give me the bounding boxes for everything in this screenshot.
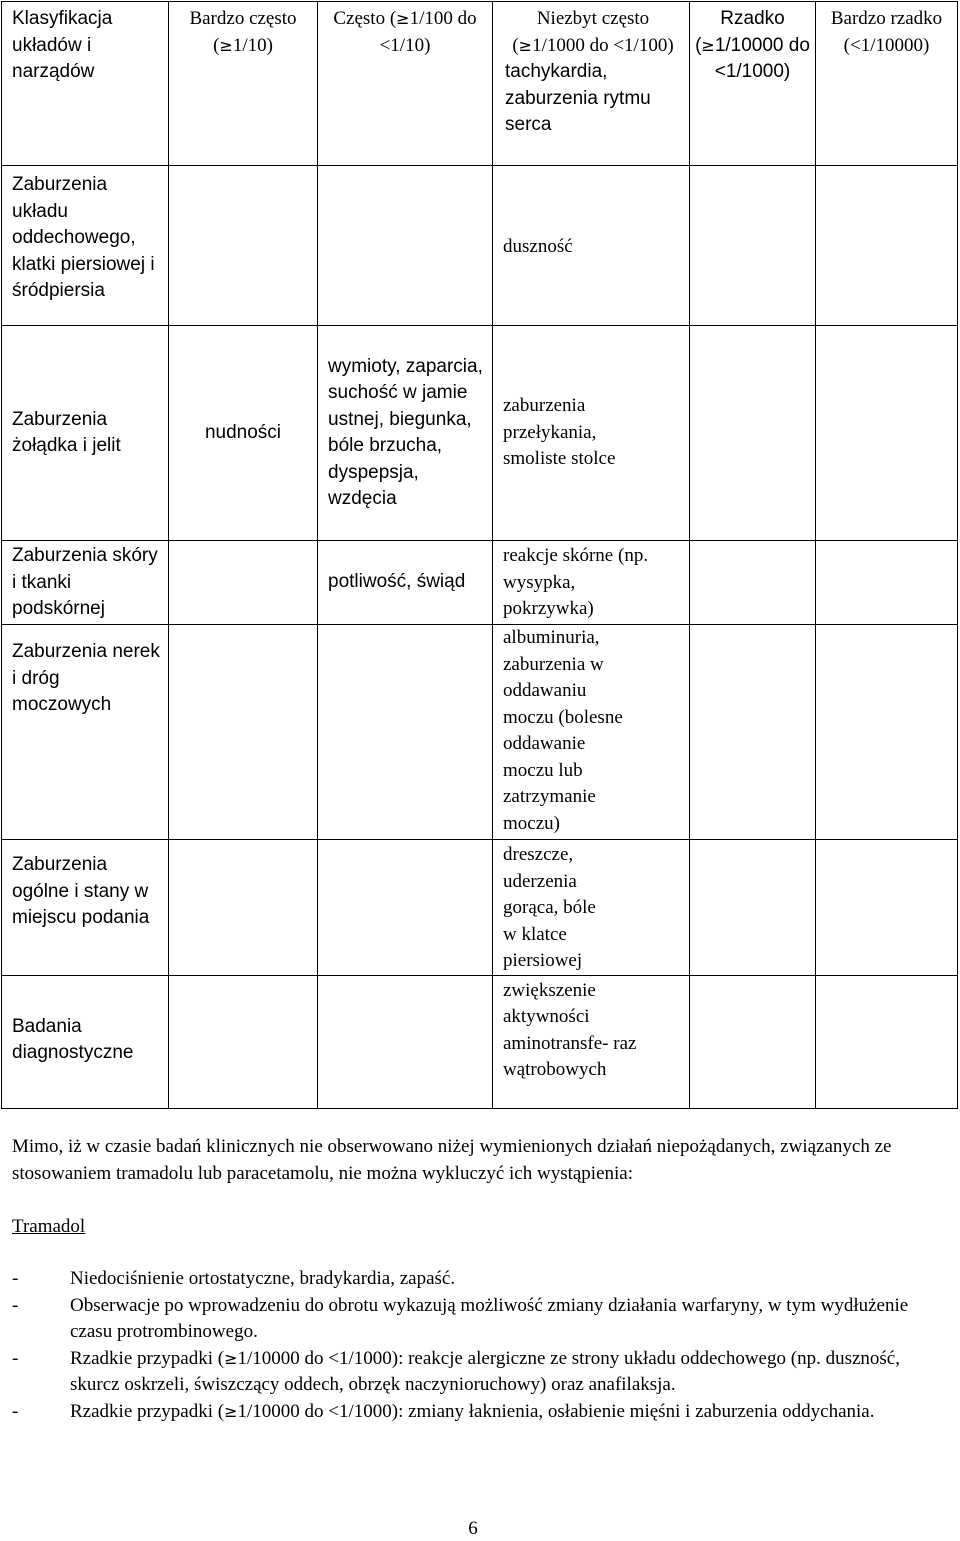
ge-symbol: ≥: [224, 1401, 238, 1421]
header-common-range: 1/100 do <1/10): [379, 8, 477, 56]
organ-label-diagnostics: Badania diagnostyczne: [12, 1015, 134, 1063]
cell-empty: [169, 166, 318, 326]
uncommon-general-effects: dreszcze, uderzenia gorąca, bóle w klatce piersiowej: [503, 844, 596, 971]
cell-empty: [318, 975, 493, 1108]
uncommon-cardiac-effects: tachykardia, zaburzenia rytmu serca: [505, 61, 651, 135]
organ-label-respiratory: Zaburzenia układu oddechowego, klatki piersiowej i śródpiersia: [12, 174, 155, 301]
cell-empty: [169, 625, 318, 840]
header-very-common-label: Bardzo często: [189, 8, 297, 29]
cell-empty: [169, 975, 318, 1108]
header-very-common-range: 1/10): [232, 34, 273, 56]
cell-empty: [816, 840, 958, 976]
list-dash: -: [12, 1268, 19, 1289]
header-very-rare: [816, 2, 958, 166]
organ-label-gastrointestinal: Zaburzenia żołądka i jelit: [12, 408, 121, 456]
organ-label-skin: Zaburzenia skóry i tkanki podskórnej: [12, 545, 158, 619]
section-heading: [12, 1214, 942, 1241]
cell-empty: [169, 840, 318, 976]
table-row-skin: [2, 541, 958, 625]
organ-cell-respiratory: [2, 166, 169, 326]
cell-skin-uncommon: [493, 541, 690, 625]
list-dash: -: [12, 1347, 19, 1369]
organ-cell-diagnostics: [2, 975, 169, 1108]
organ-label-general: Zaburzenia ogólne i stany w miejscu podania: [12, 854, 150, 928]
uncommon-diagnostic-effects: zwiększenie aktywności aminotransfe- raz wątrobowych: [503, 979, 637, 1080]
table-header-row: [2, 2, 958, 166]
table-row-renal: [2, 625, 958, 840]
cell-empty: [690, 541, 816, 625]
cell-gi-very-common: [169, 326, 318, 541]
page-number-text: 6: [468, 1518, 478, 1539]
cell-gi-uncommon: [493, 326, 690, 541]
organ-cell-skin: [2, 541, 169, 625]
cell-general-uncommon: [493, 840, 690, 976]
table-row-gastrointestinal: [2, 326, 958, 541]
list-item: [12, 1346, 942, 1399]
section-heading-tramadol: Tramadol: [12, 1216, 86, 1237]
ge-symbol: ≥: [396, 9, 410, 28]
cell-renal-uncommon: [493, 625, 690, 840]
cell-empty: [318, 625, 493, 840]
header-common-label: Często (: [333, 8, 397, 29]
cell-empty: [690, 166, 816, 326]
list-item: [12, 1293, 942, 1346]
adverse-effects-table: [1, 1, 958, 1109]
list-item-text: 1/10000 do <1/1000): zmiany łaknienia, osłabienie mięśni i zaburzenia oddychania.: [237, 1400, 875, 1422]
header-uncommon: Niezbyt często (≥1/1000 do <1/100) tachykardia, zaburzenia rytmu serca: [493, 2, 690, 166]
table-row-respiratory: [2, 166, 958, 326]
list-item-text: Niedociśnienie ortostatyczne, bradykardia, zapaść.: [70, 1268, 456, 1289]
cell-skin-common: [318, 541, 493, 625]
cell-empty: [318, 840, 493, 976]
organ-cell-gastrointestinal: [2, 326, 169, 541]
cell-empty: [690, 326, 816, 541]
cell-empty: [690, 975, 816, 1108]
list-item-text: 1/10000 do <1/1000): reakcje alergiczne ze strony układu oddechowego (np. duszność, skurcz oskrzeli, świszczący oddech, obrzęk naczynioruchowy) oraz anafilaksja.: [70, 1347, 900, 1395]
list-item-text: Obserwacje po wprowadzeniu do obrotu wykazują możliwość zmiany działania warfaryny, w tym wydłużenie czasu protrombinowego.: [70, 1294, 909, 1342]
list-item-text: Rzadkie przypadki (: [70, 1400, 225, 1422]
cell-empty: [690, 625, 816, 840]
header-organ-class: [2, 2, 169, 166]
header-common: [318, 2, 493, 166]
list-dash: -: [12, 1294, 19, 1316]
header-rare: Rzadko (≥1/10000 do <1/1000): [690, 2, 816, 166]
page-number: [0, 1517, 946, 1541]
header-rare-range: 1/10000 do <1/1000): [714, 34, 810, 82]
list-item-text: Rzadkie przypadki (: [70, 1347, 225, 1369]
cell-gi-common: [318, 326, 493, 541]
ge-symbol: ≥: [219, 35, 233, 55]
intro-paragraph-text: Mimo, iż w czasie badań klinicznych nie obserwowano niżej wymienionych działań niepożądanych, związanych ze stosowaniem tramadolu lub paracetamolu, nie można wykluczyć ich wystąpienia:: [12, 1136, 892, 1184]
cell-empty: [816, 975, 958, 1108]
organ-cell-general: [2, 840, 169, 976]
ge-symbol: ≥: [224, 1348, 238, 1368]
very-common-gi-effects: nudności: [204, 421, 282, 443]
list-item: [12, 1399, 942, 1426]
header-very-common: Bardzo często (≥1/10): [169, 2, 318, 166]
cell-empty: [318, 166, 493, 326]
ge-symbol: ≥: [701, 35, 715, 55]
table-row-diagnostics: [2, 975, 958, 1108]
list-dash: -: [12, 1400, 19, 1422]
header-very-rare-label: Bardzo rzadko: [830, 8, 943, 29]
cell-empty: [816, 625, 958, 840]
organ-label-renal: Zaburzenia nerek i dróg moczowych: [12, 641, 160, 715]
header-organ-class-text: Klasyfikacja układów i narządów: [12, 8, 113, 82]
uncommon-respiratory-effects: duszność: [503, 236, 573, 257]
list-item: [12, 1266, 942, 1293]
tramadol-list: [12, 1266, 942, 1425]
common-gi-effects: wymioty, zaparcia, suchość w jamie ustnej, biegunka, bóle brzucha, dyspepsja, wzdęcia: [328, 355, 483, 509]
header-uncommon-range: 1/1000 do <1/100): [532, 34, 674, 56]
organ-cell-renal: [2, 625, 169, 840]
uncommon-renal-effects: albuminuria, zaburzenia w oddawaniu moczu (bolesne oddawanie moczu lub zatrzymanie moczu): [503, 627, 623, 834]
cell-empty: [816, 326, 958, 541]
common-skin-effects: potliwość, świąd: [328, 571, 466, 592]
uncommon-gi-effects: zaburzenia przełykania, smoliste stolce: [503, 395, 616, 470]
cell-resp-uncommon: [493, 166, 690, 326]
cell-empty: [816, 166, 958, 326]
cell-empty: [690, 840, 816, 976]
uncommon-skin-effects: reakcje skórne (np. wysypka, pokrzywka): [503, 545, 649, 619]
table-row-general: [2, 840, 958, 976]
header-uncommon-label: Niezbyt często: [536, 8, 650, 29]
header-very-rare-range: (<1/10000): [843, 34, 930, 56]
cell-empty: [816, 541, 958, 625]
ge-symbol: ≥: [518, 35, 533, 55]
header-rare-label: Rzadko: [720, 8, 785, 29]
cell-diag-uncommon: [493, 975, 690, 1108]
cell-empty: [169, 541, 318, 625]
intro-paragraph: [12, 1134, 942, 1187]
